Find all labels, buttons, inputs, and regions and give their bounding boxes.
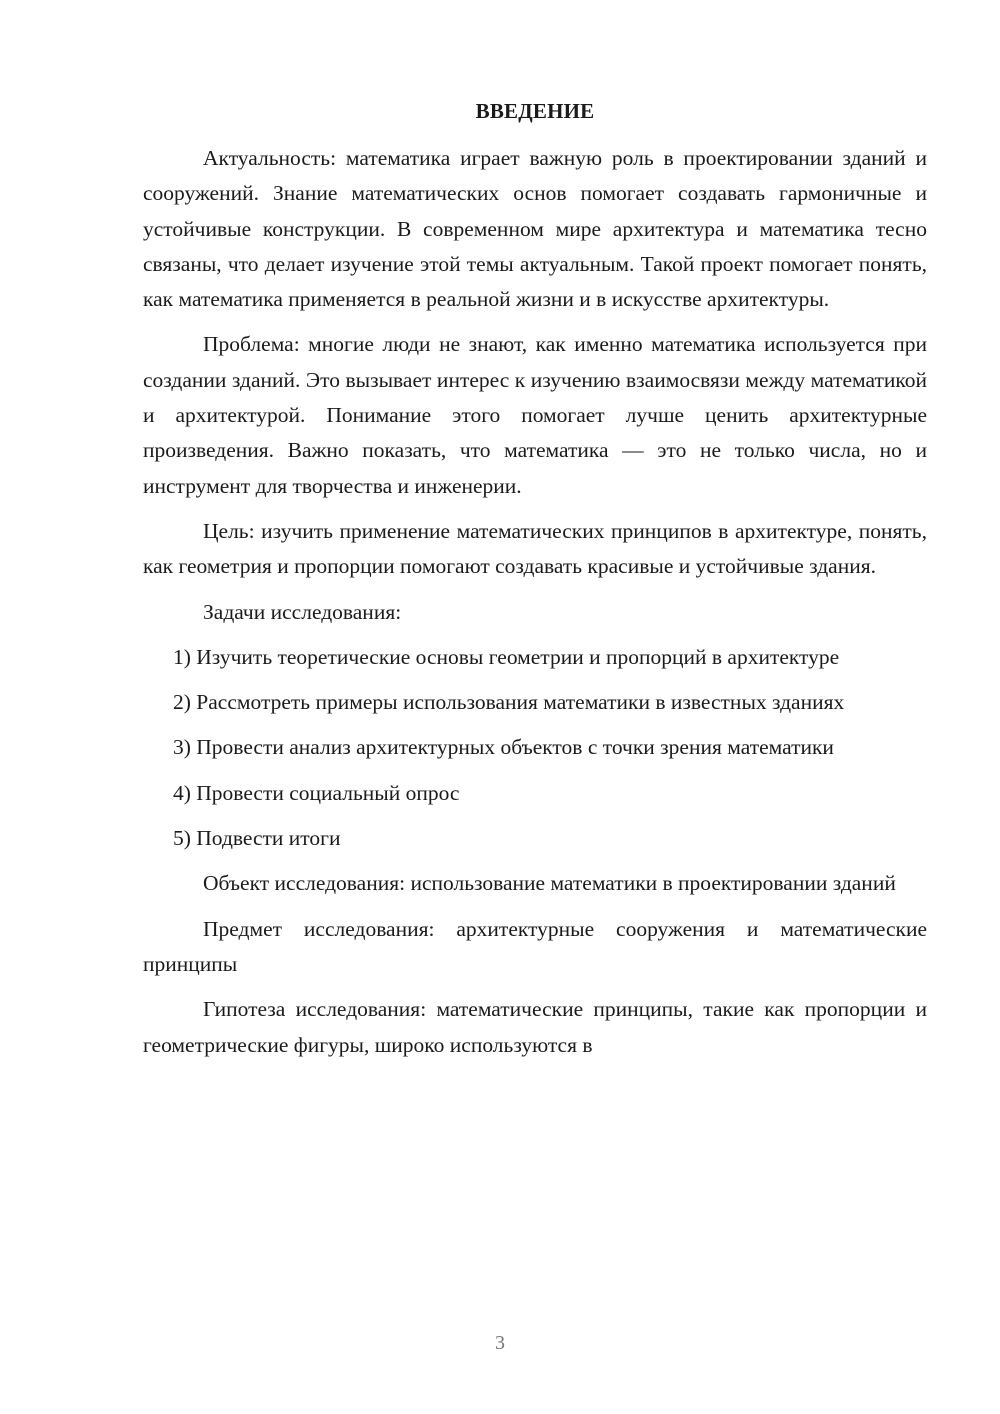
list-item: 1) Изучить теоретические основы геометрии и пропорций в архитектуре [173, 644, 840, 669]
list-item: 5) Подвести итоги [173, 826, 341, 851]
list-item: 2) Рассмотреть примеры использования математики в известных зданиях [173, 690, 845, 715]
paragraph-object: Объект исследования: использование математики в проектировании зданий [203, 871, 896, 896]
paragraph-problem: Проблема: многие люди не знают, как именно математика используется при создании зданий. Это вызывает интерес к изучению взаимосвязи между математикой и архитектурой. Понимание этого помогает лучше ценить архитектурные произведения. Важно показать, что математика — это не только числа, но и инструмент для творчества и инженерии. [143, 332, 927, 498]
paragraph-subject: Предмет исследования: архитектурные сооружения и математические принципы [143, 916, 927, 976]
paragraph-tasks-heading: Задачи исследования: [203, 599, 402, 624]
list-item: 3) Провести анализ архитектурных объектов с точки зрения математики [173, 735, 834, 760]
list-item: 4) Провести социальный опрос [173, 780, 460, 805]
document-page [143, 94, 927, 1073]
paragraph-hypothesis: Гипотеза исследования: математические принципы, такие как пропорции и геометрические фигуры, широко используются в [143, 997, 927, 1057]
paragraph-relevance: Актуальность: математика играет важную роль в проектировании зданий и сооружений. Знание математических основ помогает создавать гармоничные и устойчивые конструкции. В современном мире архитектура и математика тесно связаны, что делает изучение этой темы актуальным. Такой проект помогает понять, как математика применяется в реальной жизни и в искусстве архитектуры. [143, 146, 927, 312]
page-title: ВВЕДЕНИЕ [475, 99, 595, 123]
paragraph-goal: Цель: изучить применение математических принципов в архитектуре, понять, как геометрия и пропорции помогают создавать красивые и устойчивые здания. [143, 518, 927, 579]
page-number: 3 [495, 1332, 505, 1354]
